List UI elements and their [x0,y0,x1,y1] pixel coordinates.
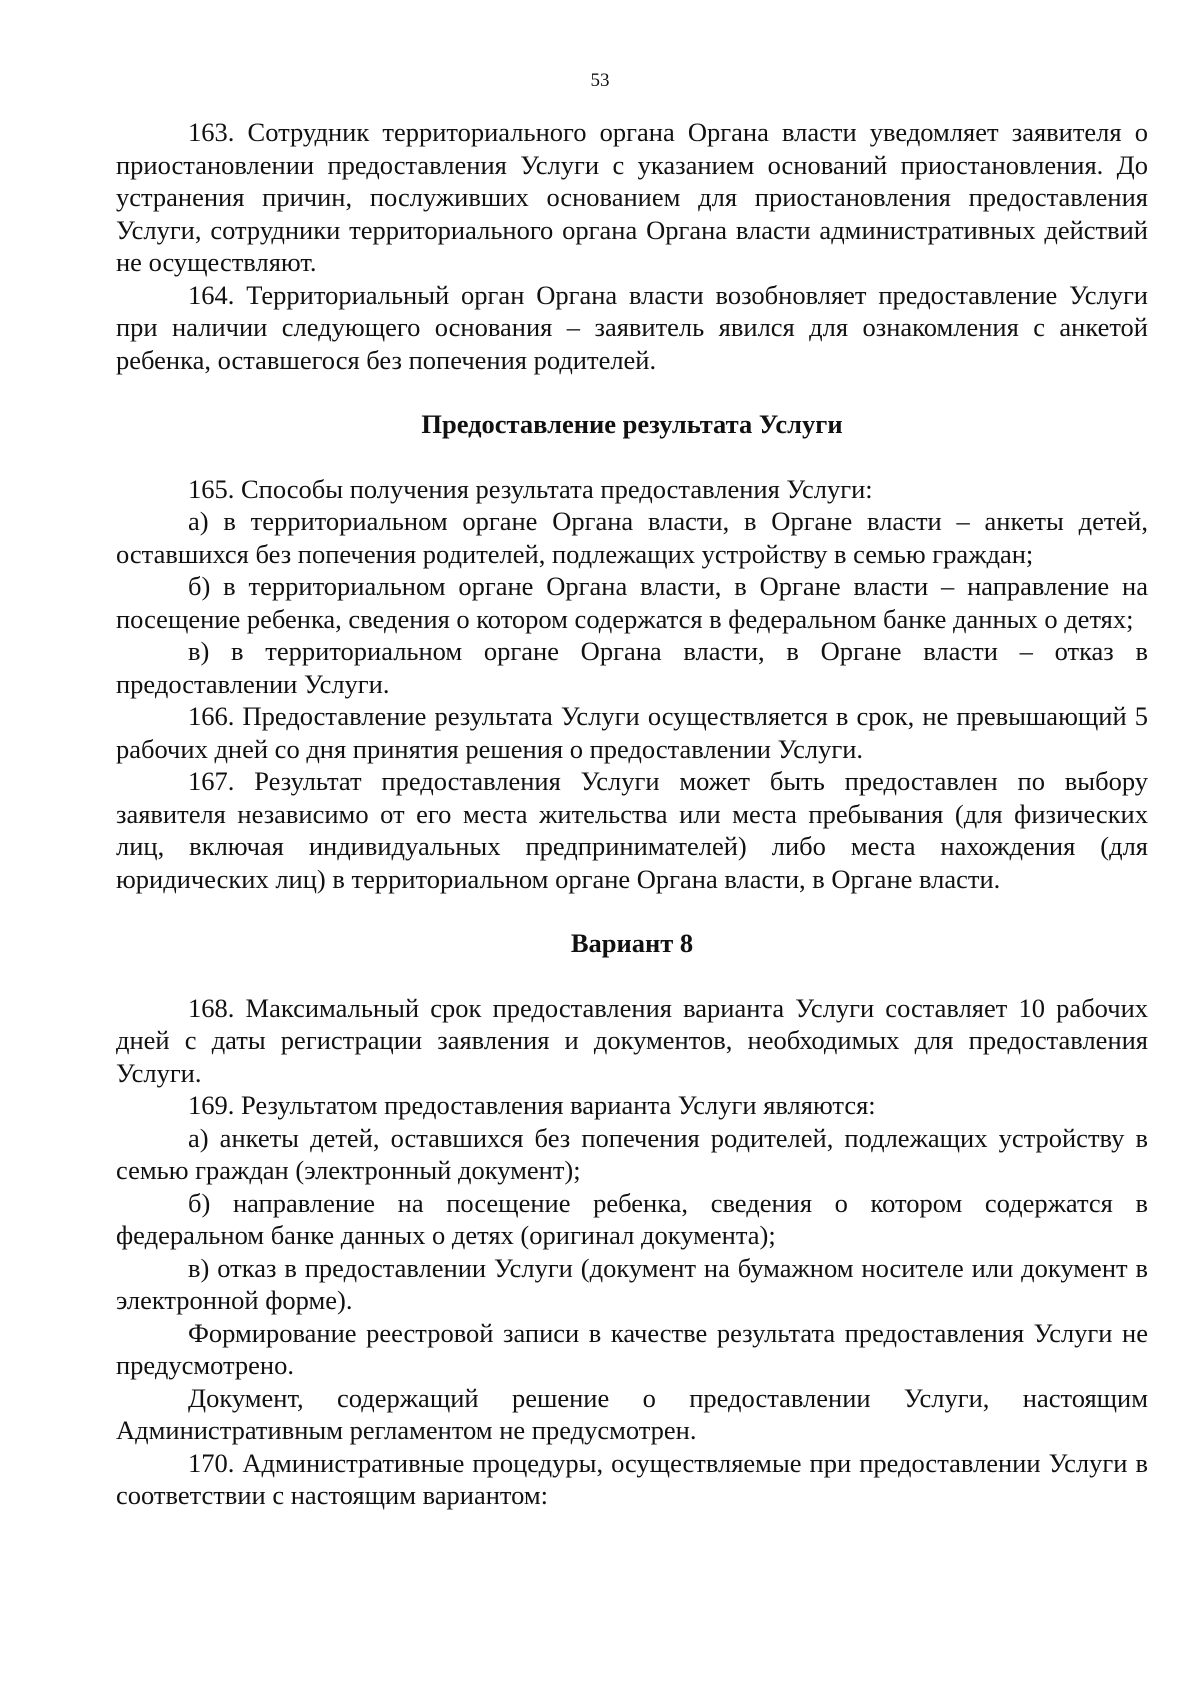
paragraph-169-b: б) направление на посещение ребенка, сведения о котором содержатся в федеральном банке данных о детях (оригинал документа); [116,1187,1148,1250]
section-heading-result: Предоставление результата Услуги [421,409,843,439]
paragraph-169-v: в) отказ в предоставлении Услуги (документ на бумажном носителе или документ в электронной форме). [116,1252,1148,1315]
paragraph-167: 167. Результат предоставления Услуги может быть предоставлен по выбору заявителя независимо от его места жительства или места пребывания (для физических лиц, включая индивидуальных предпринимателей) либо места нахождения (для юридических лиц) в территориальном органе Органа власти, в Органе власти. [116,766,1148,894]
paragraph-170: 170. Административные процедуры, осуществляемые при предоставлении Услуги в соответствии с настоящим вариантом: [116,1447,1148,1510]
paragraph-165-a: а) в территориальном органе Органа власти, в Органе власти – анкеты детей, оставшихся без попечения родителей, подлежащих устройству в семью граждан; [116,506,1148,569]
paragraph-registry-record: Формирование реестровой записи в качестве результата предоставления Услуги не предусмотрено. [116,1317,1148,1380]
page-number: 53 [590,70,610,91]
paragraph-163: 163. Сотрудник территориального органа Органа власти уведомляет заявителя о приостановлении предоставления Услуги с указанием оснований приостановления. До устранения причин, послуживших основанием для приостановления предоставления Услуги, сотрудники территориального органа Органа власти административных действий не осуществляют. [116,117,1148,277]
paragraph-166: 166. Предоставление результата Услуги осуществляется в срок, не превышающий 5 рабочих дней со дня принятия решения о предоставлении Услуги. [116,701,1148,764]
paragraph-165-v: в) в территориальном органе Органа власти, в Органе власти – отказ в предоставлении Услуги. [116,636,1148,699]
paragraph-165-b: б) в территориальном органе Органа власти, в Органе власти – направление на посещение ребенка, сведения о котором содержатся в федеральном банке данных о детях; [116,571,1148,634]
paragraph-169-a: а) анкеты детей, оставшихся без попечения родителей, подлежащих устройству в семью граждан (электронный документ); [116,1122,1148,1185]
paragraph-165: 165. Способы получения результата предоставления Услуги: [188,473,873,504]
paragraph-169: 169. Результатом предоставления варианта Услуги являются: [188,1090,876,1120]
section-heading-variant-8: Вариант 8 [570,928,694,958]
paragraph-decision-document: Документ, содержащий решение о предоставлении Услуги, настоящим Административным регламентом не предусмотрен. [116,1382,1148,1445]
paragraph-164: 164. Территориальный орган Органа власти возобновляет предоставление Услуги при наличии следующего основания – заявитель явился для ознакомления с анкетой ребенка, оставшегося без попечения родителей. [116,279,1148,375]
paragraph-168: 168. Максимальный срок предоставления варианта Услуги составляет 10 рабочих дней с даты регистрации заявления и документов, необходимых для предоставления Услуги. [116,992,1148,1088]
document-body [116,116,1148,1512]
